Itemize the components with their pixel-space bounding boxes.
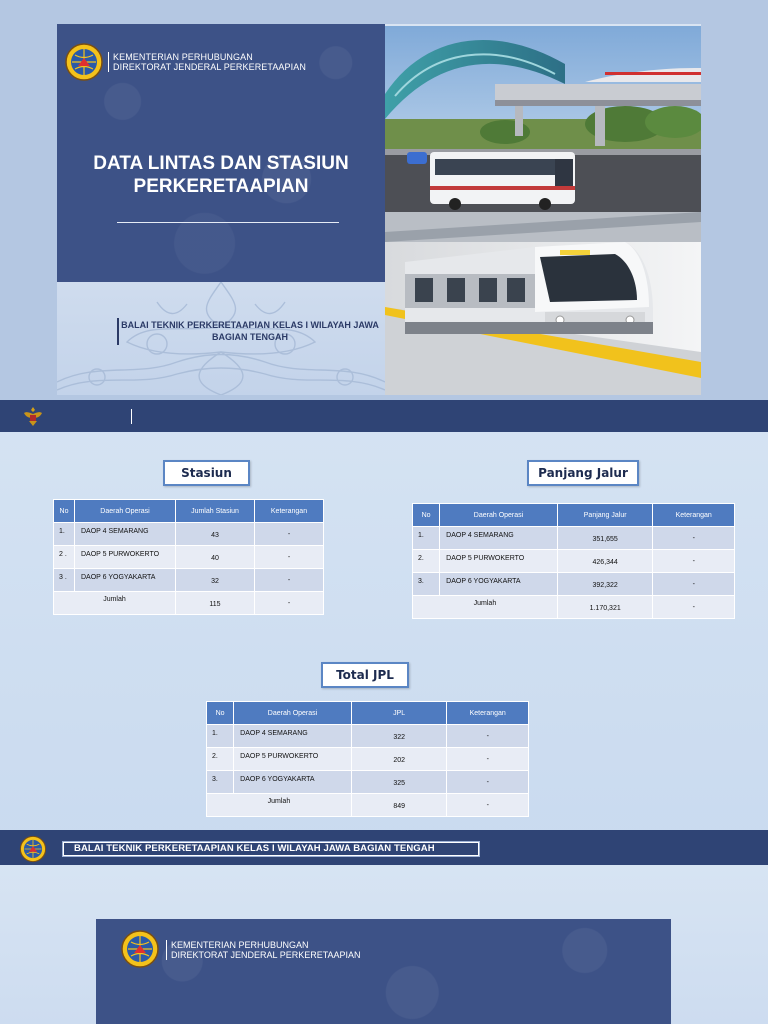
subtitle <box>120 319 380 343</box>
cell-daop: DAOP 6 YOGYAKARTA <box>75 569 175 591</box>
organization-name <box>108 52 306 72</box>
col-header-ket: Keterangan <box>255 500 323 522</box>
table-header-row <box>413 504 734 526</box>
table-row <box>207 771 528 793</box>
cover-slide <box>0 0 768 400</box>
cell-ket: - <box>255 523 323 545</box>
header-bar <box>0 400 768 432</box>
title-divider <box>117 222 339 223</box>
col-header-no: No <box>207 702 233 724</box>
cell-no: 3 . <box>54 569 74 591</box>
total-jpl-heading <box>321 662 409 688</box>
kemenhub-logo-icon <box>64 42 104 82</box>
cell-no: 1. <box>54 523 74 545</box>
cell-daop: DAOP 6 YOGYAKARTA <box>440 573 557 595</box>
panjang-jalur-table <box>412 503 735 619</box>
header-separator <box>131 409 132 424</box>
cell-no: 1. <box>207 725 233 747</box>
metro-train-image <box>385 212 701 395</box>
cell-ket: - <box>255 546 323 568</box>
kemenhub-logo-icon <box>19 835 47 863</box>
cell-value: 202 <box>352 748 447 770</box>
cell-no: 3. <box>413 573 439 595</box>
cell-value: 351,655 <box>558 527 653 549</box>
cell-daop: DAOP 5 PURWOKERTO <box>440 550 557 572</box>
title-line-1: DATA LINTAS DAN STASIUN <box>93 153 349 174</box>
cell-daop: DAOP 5 PURWOKERTO <box>75 546 175 568</box>
table-row <box>207 748 528 770</box>
table-row <box>207 725 528 747</box>
cell-value: 325 <box>352 771 447 793</box>
cell-ket: - <box>653 573 734 595</box>
panjang-jalur-heading-label: Panjang Jalur <box>538 466 628 480</box>
col-header-no: No <box>413 504 439 526</box>
total-jpl-table <box>206 701 529 817</box>
org-line-2: DIREKTORAT JENDERAL PERKERETAAPIAN <box>113 62 306 72</box>
col-header-daop: Daerah Operasi <box>440 504 557 526</box>
col-header-value: Panjang Jalur <box>558 504 653 526</box>
organization-name <box>166 940 361 960</box>
table-row <box>54 569 323 591</box>
cell-daop: DAOP 4 SEMARANG <box>75 523 175 545</box>
col-header-value: JPL <box>352 702 447 724</box>
cell-no: 2. <box>413 550 439 572</box>
col-header-value: Jumlah Stasiun <box>176 500 254 522</box>
cell-total-ket: - <box>447 794 528 816</box>
cell-value: 32 <box>176 569 254 591</box>
stasiun-heading-label: Stasiun <box>181 466 232 480</box>
cell-ket: - <box>255 569 323 591</box>
cell-total-label: Jumlah <box>54 592 175 614</box>
table-header-row <box>207 702 528 724</box>
table-row <box>413 550 734 572</box>
subtitle-line-2: BAGIAN TENGAH <box>212 332 288 342</box>
title-line-2: PERKERETAAPIAN <box>133 176 309 197</box>
cell-daop: DAOP 6 YOGYAKARTA <box>234 771 351 793</box>
table-total-row <box>54 592 323 614</box>
cell-total-label: Jumlah <box>413 596 557 618</box>
table-header-row <box>54 500 323 522</box>
cell-value: 392,322 <box>558 573 653 595</box>
stasiun-table <box>53 499 324 615</box>
station-rendering-image <box>385 24 701 212</box>
data-slide <box>0 400 768 865</box>
cell-no: 2 . <box>54 546 74 568</box>
cell-ket: - <box>447 725 528 747</box>
table-row <box>413 573 734 595</box>
stasiun-heading <box>163 460 250 486</box>
table-row <box>413 527 734 549</box>
org-line-1: KEMENTERIAN PERHUBUNGAN <box>113 52 253 62</box>
cell-ket: - <box>653 527 734 549</box>
cell-total-value: 849 <box>352 794 447 816</box>
cell-daop: DAOP 4 SEMARANG <box>234 725 351 747</box>
cell-no: 1. <box>413 527 439 549</box>
table-row <box>54 523 323 545</box>
cell-no: 2. <box>207 748 233 770</box>
cell-total-label: Jumlah <box>207 794 351 816</box>
cell-value: 43 <box>176 523 254 545</box>
cell-total-ket: - <box>653 596 734 618</box>
cell-total-value: 1.170,321 <box>558 596 653 618</box>
table-row <box>54 546 323 568</box>
subtitle-line-1: BALAI TEKNIK PERKERETAAPIAN KELAS I WILAYAH JAWA <box>121 320 379 330</box>
footer-text: BALAI TEKNIK PERKERETAAPIAN KELAS I WILAYAH JAWA BAGIAN TENGAH <box>64 843 478 855</box>
cell-ket: - <box>653 550 734 572</box>
total-jpl-heading-label: Total JPL <box>336 668 394 682</box>
cell-ket: - <box>447 771 528 793</box>
cell-total-value: 115 <box>176 592 254 614</box>
table-total-row <box>207 794 528 816</box>
col-header-ket: Keterangan <box>653 504 734 526</box>
cell-daop: DAOP 5 PURWOKERTO <box>234 748 351 770</box>
cell-daop: DAOP 4 SEMARANG <box>440 527 557 549</box>
garuda-emblem-icon <box>22 405 44 427</box>
cell-value: 40 <box>176 546 254 568</box>
col-header-ket: Keterangan <box>447 702 528 724</box>
panjang-jalur-heading <box>527 460 639 486</box>
footer-label-box <box>62 841 480 857</box>
page-title <box>57 152 385 198</box>
cell-value: 426,344 <box>558 550 653 572</box>
table-total-row <box>413 596 734 618</box>
col-header-daop: Daerah Operasi <box>75 500 175 522</box>
cell-ket: - <box>447 748 528 770</box>
next-slide <box>0 865 768 1024</box>
footer-band <box>0 830 768 865</box>
cell-total-ket: - <box>255 592 323 614</box>
subtitle-accent-bar <box>117 318 119 345</box>
cell-no: 3. <box>207 771 233 793</box>
cell-value: 322 <box>352 725 447 747</box>
next-slide-panel <box>96 919 671 1024</box>
col-header-no: No <box>54 500 74 522</box>
col-header-daop: Daerah Operasi <box>234 702 351 724</box>
org-line-2: DIREKTORAT JENDERAL PERKERETAAPIAN <box>171 950 361 960</box>
kemenhub-logo-icon <box>120 929 160 969</box>
org-line-1: KEMENTERIAN PERHUBUNGAN <box>171 940 309 950</box>
